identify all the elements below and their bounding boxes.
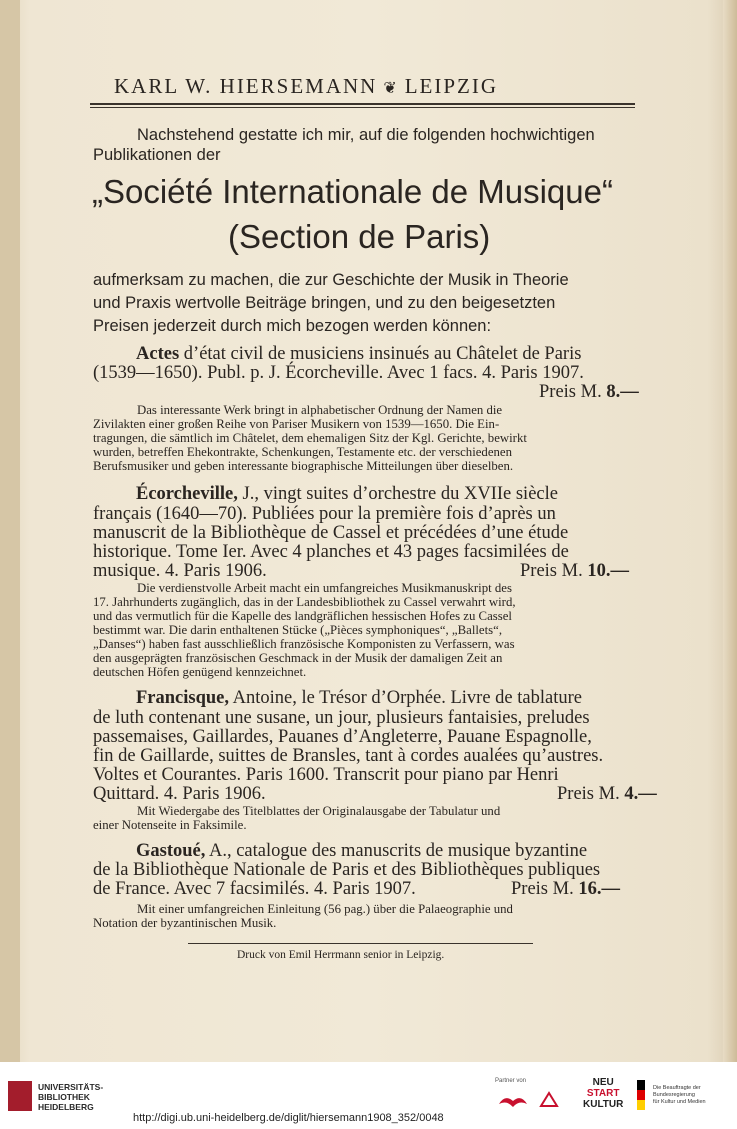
partner-logo-icon[interactable] bbox=[497, 1092, 529, 1110]
entry-ecorcheville-line-1: Écorcheville, J., vingt suites d’orchestre du XVIIe siècle bbox=[136, 484, 558, 504]
entry-gastoue-line-3: de France. Avec 7 facsimilés. 4. Paris 1907. bbox=[93, 879, 416, 899]
entry-francisque-line-4: fin de Gaillarde, suittes de Bransles, tant à cordes aualées qu’austres. bbox=[93, 746, 604, 766]
neustart-kultur-logo[interactable]: NEU START KULTUR bbox=[583, 1077, 624, 1110]
ornament-leaf-icon: ❦ bbox=[383, 80, 399, 97]
entry-francisque-author: Francisque, bbox=[136, 688, 230, 708]
entry-ecorcheville-note-3: und das vermutlich für die Kapelle des landgräflichen hessischen Hofes zu Cassel bbox=[93, 609, 512, 623]
entry-francisque-line-1: Francisque, Antoine, le Trésor d’Orphée. Livre de tablature bbox=[136, 688, 582, 708]
entry-gastoue-line-1: Gastoué, A., catalogue des manuscrits de musique byzantine bbox=[136, 841, 588, 861]
entry-gastoue-note-1: Mit einer umfangreichen Einleitung (56 pag.) über die Palaeographie und bbox=[137, 902, 513, 916]
entry-actes-note-1: Das interessante Werk bringt in alphabetischer Ordnung der Namen die bbox=[137, 403, 503, 417]
entry-francisque-line-5: Voltes et Courantes. Paris 1600. Transcrit pour piano par Henri bbox=[93, 765, 559, 785]
entry-actes-note-5: Berufsmusiker und geben interessante biographische Mitteilungen über dieselben. bbox=[93, 459, 514, 473]
entry-ecorcheville-line-3: manuscrit de la Bibliothèque de Cassel et précédées d’une étude bbox=[93, 523, 569, 543]
entry-ecorcheville-line-5: musique. 4. Paris 1906. bbox=[93, 561, 267, 581]
header-rule bbox=[90, 103, 635, 105]
page-binding-edge bbox=[0, 0, 20, 1062]
entry-ecorcheville-note-1: Die verdienstvolle Arbeit macht ein umfangreiches Musikmanuskript des bbox=[137, 581, 512, 595]
section-title: (Section de Paris) bbox=[228, 218, 491, 255]
publisher-header bbox=[114, 76, 498, 97]
entry-gastoue-price: Preis M. 16.— bbox=[511, 879, 620, 899]
entry-gastoue-author: Gastoué, bbox=[136, 841, 206, 861]
permalink-url[interactable]: http://digi.ub.uni-heidelberg.de/diglit/hiersemann1908_352/0048 bbox=[133, 1112, 444, 1124]
entry-ecorcheville-note-6: den ausgeprägten französischen Geschmack in der Musik der damaligen Zeit an bbox=[93, 651, 503, 665]
entry-francisque-line-6: Quittard. 4. Paris 1906. bbox=[93, 784, 266, 804]
entry-actes-note-3: tragungen, die sämtlich im Châtelet, dem ehemaligen Sitz der Kgl. Gerichte, bewirkt bbox=[93, 431, 527, 445]
entry-ecorcheville-price: Preis M. 10.— bbox=[520, 561, 629, 581]
lead-line-3: Preisen jederzeit durch mich bezogen werden können: bbox=[93, 317, 492, 335]
entry-francisque-note-1: Mit Wiedergabe des Titelblattes der Originalausgabe der Tabulatur und bbox=[137, 804, 501, 818]
printer-line: Druck von Emil Herrmann senior in Leipzig. bbox=[237, 949, 445, 961]
entry-francisque-price: Preis M. 4.— bbox=[557, 784, 657, 804]
entry-actes-note-4: wurden, betreffen Ehekontrakte, Schenkungen, Testamente etc. der verschiedenen bbox=[93, 445, 512, 459]
entry-gastoue-line-2: de la Bibliothèque Nationale de Paris et des Bibliothèques publiques bbox=[93, 860, 601, 880]
entry-ecorcheville-note-5: „Danses“) haben fast ausschließlich französische Komponisten zu Verfassern, was bbox=[93, 637, 515, 651]
entry-ecorcheville-note-7: deutschen Höfen genügend kennzeichnet. bbox=[93, 665, 307, 679]
entry-ecorcheville-note-2: 17. Jahrhunderts zugänglich, das in der Landesbibliothek zu Cassel verwahrt wird, bbox=[93, 595, 516, 609]
entry-gastoue-note-2: Notation der byzantinischen Musik. bbox=[93, 916, 277, 930]
federal-flag-icon bbox=[637, 1080, 645, 1110]
university-library-logo-icon[interactable] bbox=[8, 1081, 32, 1111]
entry-actes-author: Actes bbox=[136, 344, 180, 364]
entry-ecorcheville-line-2: français (1640—70). Publiées pour la première fois d’après un bbox=[93, 504, 556, 524]
entry-francisque-note-2: einer Notenseite in Faksimile. bbox=[93, 818, 247, 832]
entry-actes-line-2: (1539—1650). Publ. p. J. Écorcheville. Avec 1 facs. 4. Paris 1907. bbox=[93, 363, 584, 383]
entry-actes-price: Preis M. 8.— bbox=[539, 382, 639, 402]
society-title: „Société Internationale de Musique“ bbox=[92, 173, 613, 210]
page-right-edge bbox=[723, 0, 737, 1062]
publisher-name: KARL W. HIERSEMANN bbox=[114, 74, 378, 98]
entry-actes-line-1: Actes d’état civil de musiciens insinués au Châtelet de Paris bbox=[136, 344, 582, 364]
header-rule-thin bbox=[90, 107, 635, 108]
entry-ecorcheville-author: Écorcheville, bbox=[136, 484, 238, 504]
entry-ecorcheville-line-4: historique. Tome Ier. Avec 4 planches et 43 pages facsimilées de bbox=[93, 542, 569, 562]
entry-francisque-line-2: de luth contenant une susane, un jour, plusieurs fantaisies, preludes bbox=[93, 708, 590, 728]
entry-actes-note-2: Zivilakten einer großen Reihe von Pariser Musikern von 1539—1650. Die Ein- bbox=[93, 417, 500, 431]
intro-line-1: Nachstehend gestatte ich mir, auf die folgenden hochwichtigen bbox=[137, 126, 595, 144]
lead-line-2: und Praxis wertvolle Beiträge bringen, und zu den beigesetzten bbox=[93, 294, 556, 312]
federal-commissioner-text: Die Beauftragte der Bundesregierung für Kultur und Medien bbox=[653, 1085, 706, 1105]
partner-logo-2-icon[interactable] bbox=[538, 1090, 560, 1110]
entry-francisque-line-3: passemaises, Gaillardes, Pauanes d’Angleterre, Pauane Espagnolle, bbox=[93, 727, 592, 747]
publisher-city: LEIPZIG bbox=[404, 74, 499, 98]
entry-ecorcheville-note-4: bestimmt war. Die darin enthaltenen Stücke („Pièces symphoniques“, „Ballets“, bbox=[93, 623, 503, 637]
university-library-name[interactable]: UNIVERSITÄTS- BIBLIOTHEK HEIDELBERG bbox=[38, 1082, 104, 1112]
partner-label: Partner von bbox=[495, 1078, 527, 1084]
footer-rule bbox=[188, 943, 533, 944]
intro-line-2: Publikationen der bbox=[93, 146, 221, 164]
lead-line-1: aufmerksam zu machen, die zur Geschichte der Musik in Theorie bbox=[93, 271, 569, 289]
